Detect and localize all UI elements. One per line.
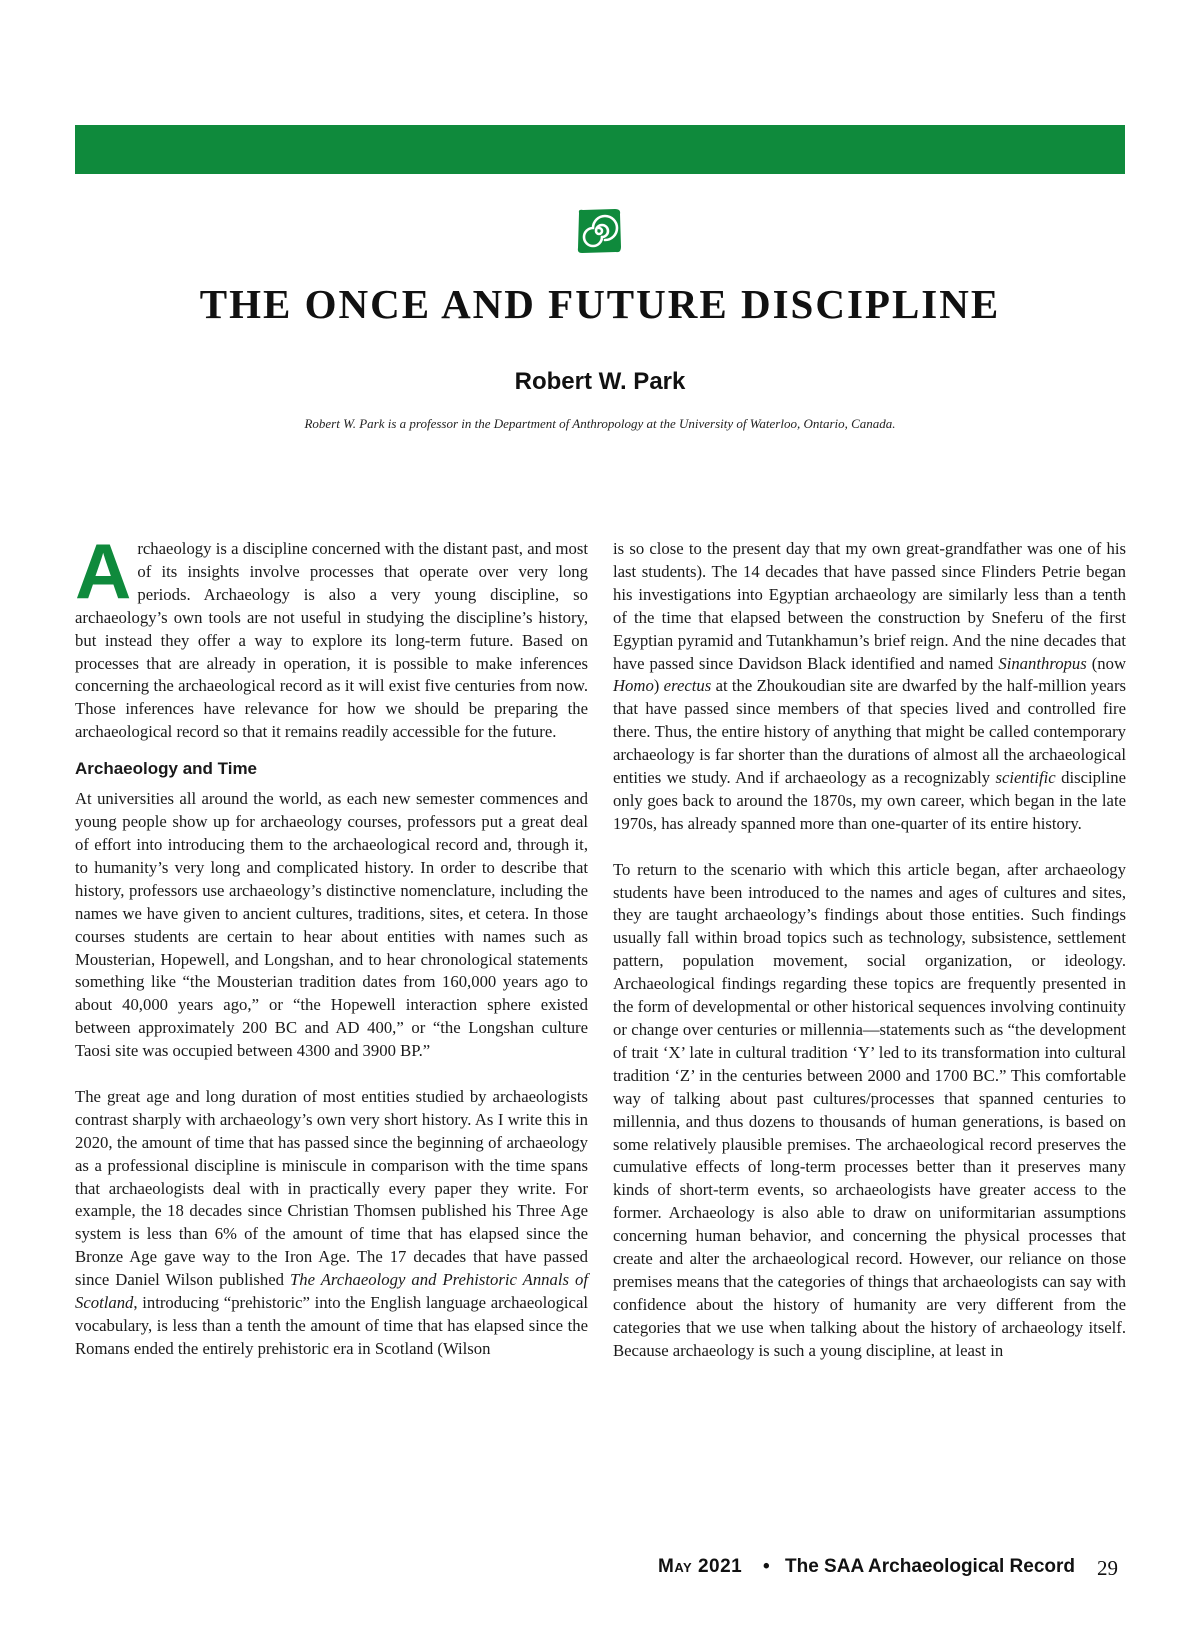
- left-column: [75, 527, 588, 1361]
- page-footer: [0, 1556, 1200, 1584]
- right-column: [613, 538, 1126, 1363]
- taxon-name: erectus: [663, 676, 712, 696]
- journal-name: The SAA Archaeological Record: [785, 1556, 1075, 1577]
- taxon-name: Homo: [613, 676, 654, 696]
- author-affiliation: Robert W. Park is a professor in the Department of Anthropology at the University of Waterloo, Ontario, Canada.: [304, 416, 896, 431]
- author-name: Robert W. Park: [514, 368, 686, 395]
- spiral-logo-icon: [574, 206, 624, 256]
- body-paragraph: The great age and long duration of most entities studied by archaeologists contrast sharply with archaeology’s own very short history. As I write this in 2020, the amount of time that has passed since the beginning of archaeology as a professional discipline is miniscule in comparison with the time spans that archaeologists deal with in practically every paper they write. For example, the 18 decades since Christian Thomsen published his Three Age system is less than 6% of the amount of time that has elapsed since the Bronze Age gave way to the Iron Age. The 17 decades that have passed since Daniel Wilson published The Archaeology and Prehistoric Annals of Scotland, introducing “prehistoric” into the English language archaeological vocabulary, is less than a tenth the amount of time that has elapsed since the Romans ended the entirely prehistoric era in Scotland (Wilson: [75, 1086, 588, 1358]
- book-title: The Archaeology and Prehistoric Annals of Scotland: [75, 1270, 588, 1313]
- body-paragraph: To return to the scenario with which this article began, after archaeology students have been introduced to the names and ages of cultures and sites, they are taught archaeology’s findings about those entities. Such findings usually fall within broad topics such as technology, subsistence, settlement pattern, population movement, social organization, or ideology. Archaeological findings regarding these topics are frequently presented in the form of developmental or other historical sequences involving continuity or change over centuries or millennia—statements such as “the development of trait ‘X’ late in cultural tradition ‘Y’ led to its transformation into cultural tradition ‘Z’ in the centuries between 2000 and 1700 BC.” This comfortable way of talking about past cultures/processes that spanned centuries to millennia, and thus dozens to thousands of human generations, is based on some relatively plausible premises. The archaeological record preserves the cumulative effects of long-term processes better than it preserves many kinds of short-term events, so archaeologists have greater access to the former. Archaeology is also able to draw on uniformitarian assumptions concerning human behavior, and concerning the physical processes that create and alter the archaeological record. However, our reliance on those premises means that the categories of things that archaeologists can say with confidence about the history of humanity are very different from the categories that we use when talking about the history of archaeology itself. Because archaeology is such a young discipline, at least in: [613, 859, 1126, 1360]
- taxon-name: Sinanthropus: [998, 653, 1087, 673]
- issue-date: May 2021: [658, 1556, 743, 1577]
- drop-cap: A: [75, 527, 132, 615]
- intro-text: rchaeology is a discipline concerned with the distant past, and most of its insights involve processes that operate over very long periods. Archaeology is also a very young discipline, so archaeology’s own tools are not useful in studying the discipline’s history, but instead they offer a way to explore its long-term future. Based on processes that are already in operation, it is possible to make inferences concerning the archaeological record as it will exist five centuries from now. Those inferences have relevance for how we should be preparing the archaeological record so that it remains readily accessible for the future.: [75, 539, 588, 742]
- intro-paragraph: [75, 527, 588, 744]
- body-paragraph: At universities all around the world, as each new semester commences and young people show up for archaeology courses, professors put a great deal of effort into introducing them to the archaeological record and, through it, to humanity’s very long and complicated history. In order to describe that history, professors use archaeology’s distinctive nomenclature, including the names we have given to ancient cultures, traditions, sites, et cetera. In those courses students are certain to hear about entities with names such as Mousterian, Hopewell, and Longshan, and to hear chronological statements something like “the Mousterian tradition dates from 160,000 years ago to about 40,000 years ago,” or “the Hopewell interaction sphere existed between approximately 200 BC and AD 400,” or “the Longshan culture Taosi site was occupied between 4300 and 3900 BP.”: [75, 789, 588, 1061]
- article-title: THE ONCE AND FUTURE DISCIPLINE: [199, 281, 1001, 327]
- body-paragraph: is so close to the present day that my own great-grandfather was one of his last students). The 14 decades that have passed since Flinders Petrie began his investigations into Egyptian archaeology are similarly less than a tenth of the time that elapsed between the construction by Sneferu of the first Egyptian pyramid and Tutankhamun’s brief reign. And the nine decades that have passed since Davidson Black identified and named Sinanthropus (now Homo) erectus at the Zhoukoudian site are dwarfed by the half-million years that have passed since members of that species lived and controlled fire there. Thus, the entire history of anything that might be called contemporary archaeology is far shorter than the durations of almost all the archaeological entities we study. And if archaeology as a recognizably scientific discipline only goes back to around the 1870s, my own career, which began in the late 1970s, has already spanned more than one-quarter of its entire history.: [613, 539, 1127, 833]
- page-number: 29: [1097, 1556, 1118, 1580]
- section-heading: Archaeology and Time: [75, 759, 258, 779]
- header-color-band: [75, 125, 1125, 174]
- bullet-separator: •: [763, 1556, 770, 1577]
- emphasis-word: scientific: [995, 768, 1056, 788]
